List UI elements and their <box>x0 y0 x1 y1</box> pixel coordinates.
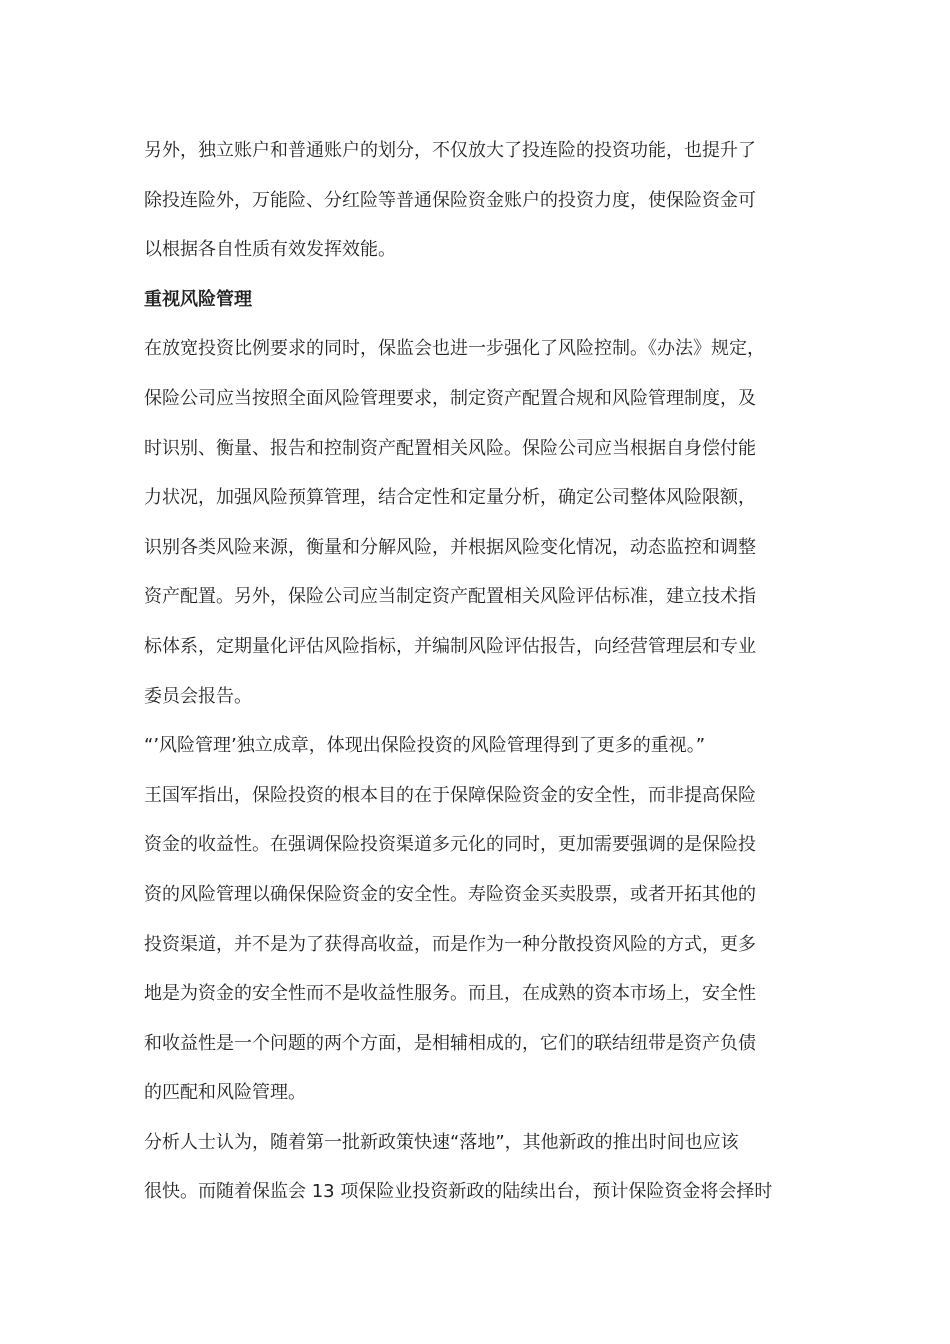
paragraph-line: 很快。而随着保监会 13 项保险业投资新政的陆续出台，预计保险资金将会择时 <box>144 1181 773 1203</box>
paragraph-line: 以根据各自性质有效发挥效能。 <box>144 239 396 261</box>
paragraph-line: 力状况，加强风险预算管理，结合定性和定量分析，确定公司整体风险限额， <box>144 487 756 509</box>
paragraph-line: 保险公司应当按照全面风险管理要求，制定资产配置合规和风险管理制度，及 <box>144 387 756 409</box>
paragraph-line: 时识别、衡量、报告和控制资产配置相关风险。保险公司应当根据自身偿付能 <box>144 437 756 459</box>
paragraph-line: 王国军指出，保险投资的根本目的在于保障保险资金的安全性，而非提高保险 <box>144 784 756 806</box>
paragraph-line: 地是为资金的安全性而不是收益性服务。而且，在成熟的资本市场上，安全性 <box>144 983 756 1005</box>
paragraph-line: 识别各类风险来源，衡量和分解风险，并根据风险变化情况，动态监控和调整 <box>144 536 756 558</box>
paragraph-line: 另外，独立账户和普通账户的划分，不仅放大了投连险的投资功能，也提升了 <box>144 140 756 161</box>
paragraph-line: “’风险管理’独立成章，体现出保险投资的风险管理得到了更多的重视。” <box>144 735 706 757</box>
section-heading: 重视风险管理 <box>144 288 252 310</box>
paragraph-line: 在放宽投资比例要求的同时，保监会也进一步强化了风险控制。《办法》规定， <box>144 338 765 360</box>
paragraph-line: 资金的收益性。在强调保险投资渠道多元化的同时，更加需要强调的是保险投 <box>144 834 756 856</box>
paragraph-line: 资的风险管理以确保保险资金的安全性。寿险资金买卖股票，或者开拓其他的 <box>144 883 756 905</box>
paragraph-line: 投资渠道，并不是为了获得高收益，而是作为一种分散投资风险的方式，更多 <box>144 933 756 955</box>
paragraph-line: 标体系，定期量化评估风险指标，并编制风险评估报告，向经营管理层和专业 <box>144 635 756 657</box>
paragraph-line: 和收益性是一个问题的两个方面，是相辅相成的，它们的联结纽带是资产负债 <box>144 1032 756 1054</box>
paragraph-line: 委员会报告。 <box>144 685 252 707</box>
paragraph-line: 资产配置。另外，保险公司应当制定资产配置相关风险评估标准，建立技术指 <box>144 586 756 608</box>
paragraph-line: 的匹配和风险管理。 <box>144 1082 306 1104</box>
document-body <box>144 126 810 1217</box>
paragraph-line: 除投连险外，万能险、分红险等普通保险资金账户的投资力度，使保险资金可 <box>144 189 756 211</box>
paragraph-line: 分析人士认为，随着第一批新政策快速“落地”，其他新政的推出时间也应该 <box>144 1131 739 1153</box>
